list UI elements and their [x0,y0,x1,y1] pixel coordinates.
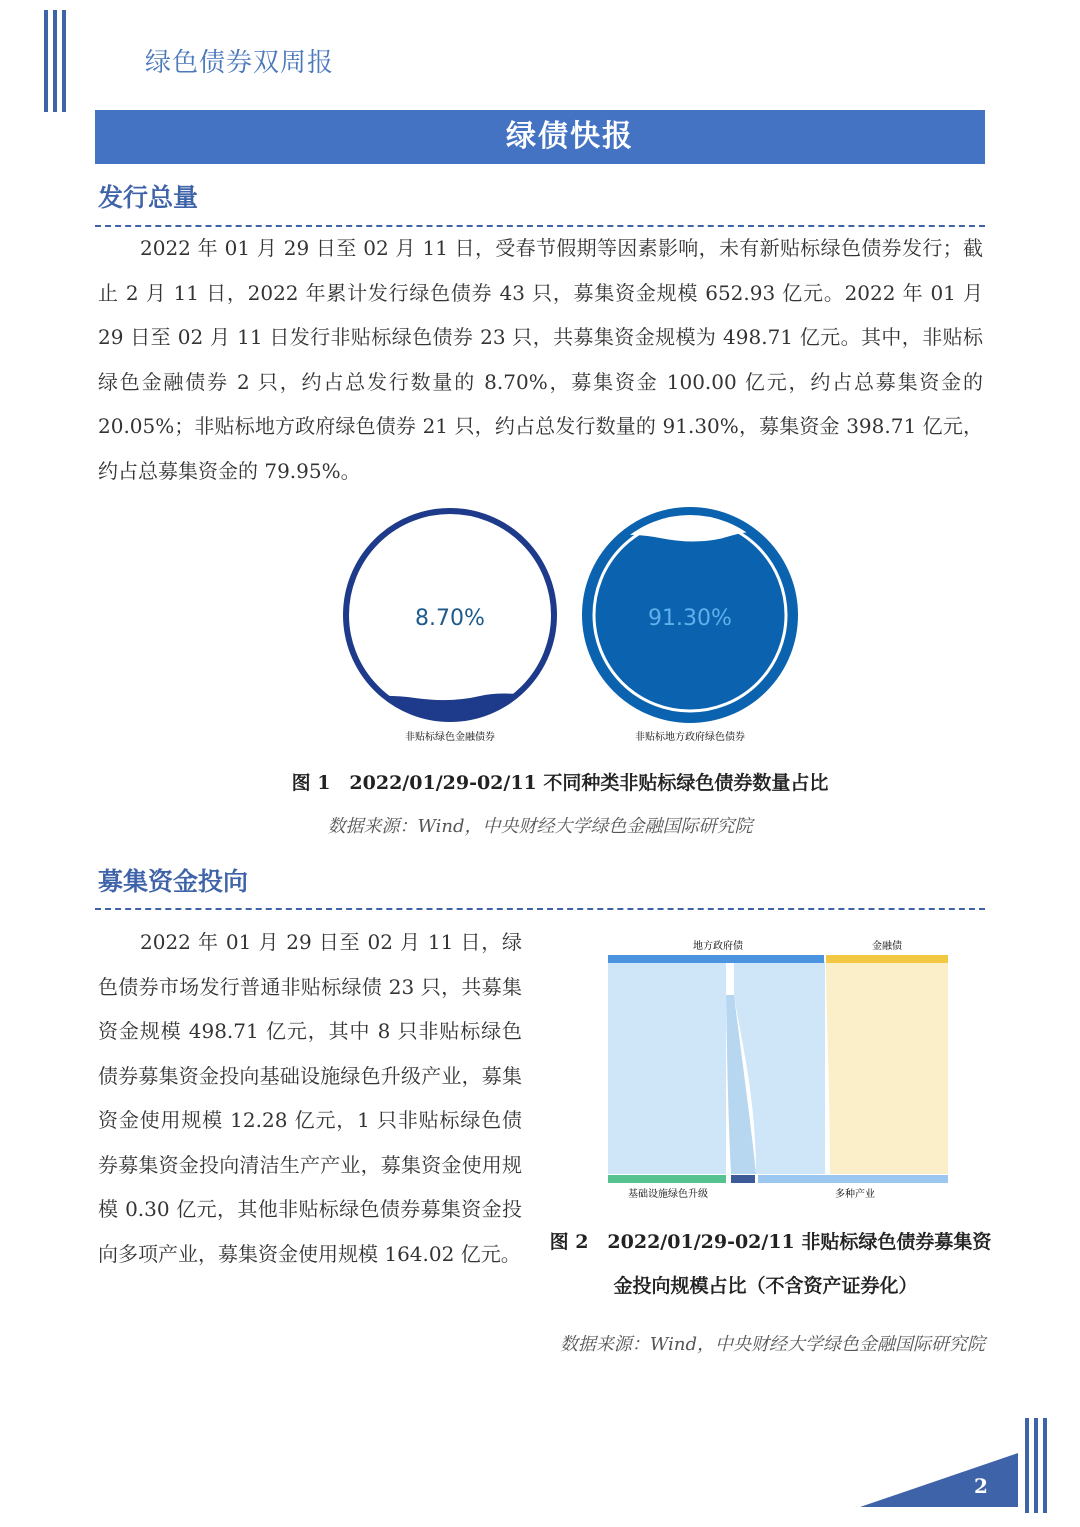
gauge-caption-local-gov: 非贴标地方政府绿色债券 [635,732,745,743]
sankey-source-label-financial: 金融债 [872,941,902,952]
sankey-target-bar-clean [731,1175,755,1183]
gauge-caption-financial: 非贴标绿色金融债券 [405,732,495,743]
figure2-chart [600,935,960,1205]
sankey-target-bar-infra [608,1175,726,1183]
sankey-source-label-local-gov: 地方政府债 [693,941,743,952]
figure2-caption-line1: 图 2 2022/01/29-02/11 非贴标绿色债券募集资 [549,1231,992,1253]
figure2-source: 数据来源：Wind，中央财经大学绿色金融国际研究院 [559,1334,985,1355]
sankey-target-bar-multi [758,1175,948,1183]
gauge-label-local-gov: 91.30% [648,606,732,631]
figure1-chart [330,500,820,755]
sankey-flow-financial-multi [826,961,948,1174]
section-divider [95,908,985,910]
sankey-source-bar-financial [826,955,948,963]
report-title: 绿色债券双周报 [145,48,335,78]
sankey-target-label-infra: 基础设施绿色升级 [628,1189,708,1200]
banner-title: 绿债快报 [95,110,985,164]
sankey-target-label-multi: 多种产业 [835,1189,875,1200]
gauge-label-financial: 8.70% [415,606,485,631]
section-title-issuance: 发行总量 [98,183,199,212]
figure2-caption-line2: 金投向规模占比（不含资产证券化） [613,1275,918,1297]
footer-decoration-bars [1025,1418,1047,1513]
footer-triangle [860,1453,1020,1509]
sankey-flow-local-infra [608,961,726,1174]
figure1-source: 数据来源：Wind，中央财经大学绿色金融国际研究院 [327,816,753,837]
fund-use-paragraph: 2022 年 01 月 29 日至 02 月 11 日，绿色债券市场发行普通非贴标绿债 23 只，共募集资金规模 498.71 亿元，其中 8 只非贴标绿色债券募集资金投向基础设施绿色升级产业，募集资金使用规模 12.28 亿元，1 只非贴标绿色债券募集资金投向清洁生产产业，募集资金使用规模 0.30 亿元，其他非贴标绿色债券募集资金投向多项产业，募集资金使用规模 164.02 亿元。 [98,930,522,1266]
figure1-caption: 图 1 2022/01/29-02/11 不同种类非贴标绿色债券数量占比 [291,772,829,794]
gauge-fill-local-gov [580,532,800,740]
header-decoration-bars [44,10,66,112]
section-title-fund-use: 募集资金投向 [98,867,249,896]
page-number: 2 [974,1474,988,1498]
issuance-paragraph: 2022 年 01 月 29 日至 02 月 11 日，受春节假期等因素影响，未有新贴标绿色债券发行；截止 2 月 11 日，2022 年累计发行绿色债券 43 只，募集资金规模 652.93 亿元。2022 年 01 月 29 日至 02 月 11 日发行非贴标绿色债券 23 只，共募集资金规模为 498.71 亿元。其中，非贴标绿色金融债券 2 只，约占总发行数量的 8.70%，募集资金 100.00 亿元，约占总募集资金的 20.05%；非贴标地方政府绿色债券 21 只，约占总发行数量的 91.30%，募集资金 398.71 亿元，约占总募集资金的 79.95%。 [98,236,983,483]
sankey-source-bar-local-gov [608,955,824,963]
